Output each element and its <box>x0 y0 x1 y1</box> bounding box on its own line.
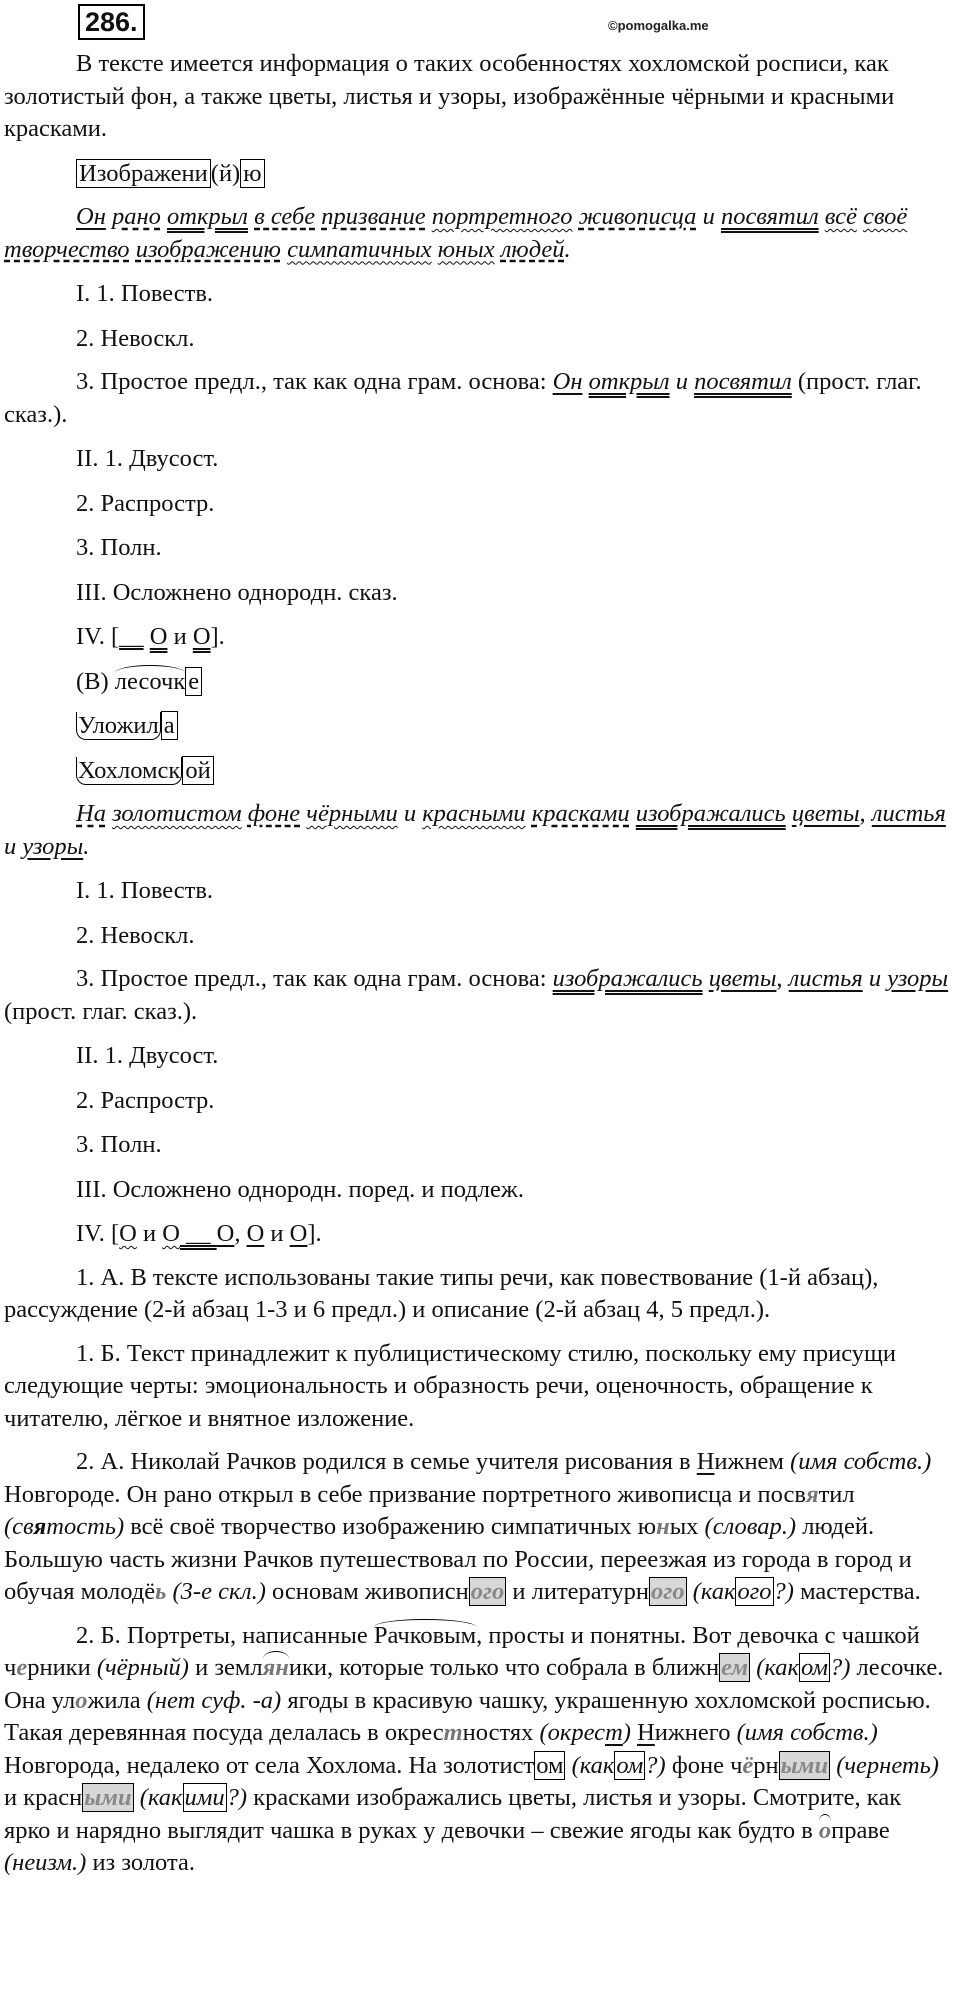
analysis-text: 3. Простое предл., так как одна грам. основа: <box>76 368 553 395</box>
scheme-mod: O <box>162 1220 180 1247</box>
ending-box: ого <box>651 1578 685 1605</box>
ending-box: ом <box>536 1751 564 1779</box>
s2-word: чёрными <box>306 800 398 827</box>
s1-end: . <box>564 235 571 263</box>
text: ики, которые только что собрала в ближн <box>288 1654 720 1681</box>
note: (чёрный) <box>96 1654 189 1681</box>
word-ending: ой <box>182 756 213 785</box>
predicate-word: посвятил <box>694 368 792 395</box>
analysis-line: 3. Простое предл., так как одна грам. основа: изображались цветы, листья и узоры (прост. глаг. сказ.). <box>4 965 949 1025</box>
word-suffix: (й) <box>210 159 241 187</box>
analysis-line: 2. Распростр. <box>76 489 215 517</box>
analysis-text: (прост. глаг. сказ.). <box>4 368 922 428</box>
note: т <box>605 1719 623 1746</box>
orthogram: ян <box>263 1651 289 1681</box>
ending-box: ем <box>721 1654 749 1681</box>
text: 2. Б. Портреты, написанные <box>76 1621 374 1649</box>
text: людей. Большую часть жизни Рачков путешествовал по России, переезжая из города в город и обучая молодё <box>4 1513 912 1605</box>
text: мастерства. <box>793 1578 921 1605</box>
exercise-number: 286. <box>78 4 145 40</box>
task-1b: 1. Б. Текст принадлежит к публицистическому стилю, поскольку ему присущи следующие черты: эмоциональность и образность речи, оценочность, обращение к читателю, лёгкое и внятное изложение. <box>4 1339 897 1432</box>
note: ими <box>184 1784 225 1811</box>
note: (словар.) <box>704 1513 797 1540</box>
note: (нет суф. -а) <box>146 1686 282 1714</box>
note: (3-е скл.) <box>172 1578 266 1605</box>
note: (как <box>692 1578 736 1605</box>
task-2b <box>4 1620 952 1880</box>
scheme-predicate: O <box>192 623 211 650</box>
analysis-line: III. Осложнено однородн. сказ. <box>76 578 398 606</box>
note: ?) <box>773 1578 794 1605</box>
s1-word: рано <box>111 203 161 230</box>
s1-word: портретного <box>431 203 573 230</box>
s2-end: . <box>83 832 90 860</box>
sentence-1 <box>4 201 952 266</box>
s2-word: узоры <box>22 832 84 860</box>
word-stem: Изображени <box>76 159 211 188</box>
s2-word: золотистом <box>112 800 242 827</box>
scheme-subject: O <box>289 1220 308 1247</box>
s1-word: юных <box>437 235 495 263</box>
note: тость) <box>46 1513 125 1540</box>
word-ending: е <box>185 667 202 696</box>
analysis-line: II. 1. Двусост. <box>76 445 219 472</box>
scheme-part: IV. [ <box>76 623 120 650</box>
note: (как <box>139 1784 183 1811</box>
orthogram: о <box>75 1686 88 1714</box>
text: , просты и понятны. Вот девочка с чашкой ч <box>4 1621 920 1681</box>
s1-word: и <box>702 203 715 230</box>
orthogram: я <box>805 1480 819 1508</box>
note: (св <box>4 1513 34 1540</box>
scheme-part: и <box>264 1220 290 1247</box>
morph-parse-2 <box>4 666 952 699</box>
note: (чернеть) <box>836 1751 939 1779</box>
scheme-part: и <box>167 623 193 650</box>
analysis-line: 2. Невоскл. <box>76 921 195 949</box>
analysis-line: II. 1. Двусост. <box>76 1042 219 1069</box>
intro-paragraph: В тексте имеется информация о таких особенностях хохломской росписи, как золотистый фон, а также цветы, листья и узоры, изображённые чёрными и красными красками. <box>4 50 895 142</box>
note: ом <box>616 1751 644 1779</box>
subject-word: цветы <box>708 965 777 992</box>
s2-word: красными <box>422 800 526 827</box>
s1-word: живописца <box>578 203 697 230</box>
s1-word: призвание <box>321 203 426 230</box>
text: ягоды в красивую чашку, украшенную хохломской росписью. Такая деревянная посуда делалась в окрес <box>4 1686 931 1746</box>
s2-word: цветы <box>791 800 860 827</box>
s1-word: открыл <box>167 203 248 230</box>
analysis-line: I. 1. Повеств. <box>76 280 214 307</box>
note: (как <box>571 1751 615 1779</box>
s1-word: Он <box>76 203 106 230</box>
text: праве <box>831 1816 890 1844</box>
scheme-part: , <box>234 1220 247 1247</box>
text: тил <box>818 1480 855 1508</box>
watermark: ©pomogalka.me <box>608 18 709 33</box>
ending-box: ого <box>470 1578 505 1605</box>
s2-word: На <box>76 800 106 827</box>
text: всё своё творчество изображению симпатичных ю <box>124 1513 657 1540</box>
scheme-part: ]. <box>307 1220 322 1247</box>
text: Новгороде. Он рано открыл в себе призвание портретного живописца и посв <box>4 1480 806 1508</box>
word-root: Рачковым <box>374 1619 476 1649</box>
note: ого <box>737 1578 772 1605</box>
scheme-part: ]. <box>210 623 225 650</box>
morph-parse-4 <box>4 755 952 788</box>
conj-word: и <box>868 965 882 992</box>
analysis-line <box>4 366 952 431</box>
note: (имя собств.) <box>736 1719 878 1746</box>
text: ижнем <box>714 1448 791 1475</box>
text: Новгорода, недалеко от села Хохлома. На золотист <box>4 1751 535 1779</box>
orthogram: Н <box>637 1719 655 1746</box>
text: и литературн <box>506 1578 650 1605</box>
analysis-line: 2. Невоскл. <box>76 324 195 352</box>
subject-word: узоры <box>887 965 949 992</box>
word-ending: а <box>161 711 178 740</box>
s1-word: в себе <box>254 203 316 230</box>
ending-box: ыми <box>780 1751 829 1779</box>
note: ом <box>801 1654 828 1681</box>
scheme-subject: O <box>216 1220 235 1247</box>
text: фоне ч <box>665 1751 743 1779</box>
analysis-line: 3. Полн. <box>76 534 162 561</box>
word-root: лесочк <box>115 665 185 695</box>
note: ?) <box>226 1784 248 1811</box>
scheme-part: IV. [ <box>76 1220 120 1247</box>
text: ностях <box>462 1719 540 1746</box>
scheme-mod: O <box>119 1220 137 1247</box>
text: лесочке. Она ул <box>4 1654 944 1714</box>
s1-word: симпатичных <box>287 235 432 263</box>
morph-parse-1 <box>4 158 952 191</box>
preposition: (В) <box>76 667 115 695</box>
scheme-subject: O <box>246 1220 265 1247</box>
subject-word: Он <box>552 368 583 395</box>
orthogram: н <box>656 1513 670 1540</box>
scheme-predicate: O <box>149 623 168 650</box>
analysis-line: I. 1. Повеств. <box>76 877 214 904</box>
text: красками изображались цветы, листья и узоры. Смотрите, как ярко и нарядно выглядит чашка в руках у девочки – свежие ягоды как будто в <box>4 1784 902 1844</box>
text: рн <box>753 1751 779 1779</box>
note: ?) <box>829 1654 851 1681</box>
note: ) <box>622 1719 631 1746</box>
text: из золота. <box>86 1849 195 1876</box>
note: (неизм.) <box>4 1849 87 1876</box>
text: 2. А. Николай Рачков родился в семье учителя рисования в <box>76 1448 697 1475</box>
word-stem: Хохломск <box>78 756 181 784</box>
analysis-line: 2. Распростр. <box>76 1086 215 1114</box>
text: и земл <box>188 1654 263 1681</box>
s2-word: фоне <box>247 800 301 827</box>
orthogram: о <box>819 1814 831 1844</box>
text: ижнего <box>654 1719 737 1746</box>
orthogram: ь <box>155 1578 167 1605</box>
word-stem: Уложил <box>78 712 159 739</box>
subject-word: листья <box>788 965 863 992</box>
note: (имя собств.) <box>790 1448 932 1475</box>
ending-box: ыми <box>84 1784 132 1811</box>
orthogram: Н <box>696 1448 715 1475</box>
note: (окрес <box>539 1719 606 1746</box>
analysis-line: III. Осложнено однородн. поред. и подлеж. <box>76 1175 524 1203</box>
scheme-part: и <box>136 1220 163 1247</box>
scheme-subject: __ <box>119 623 144 650</box>
analysis-text: (прост. глаг. сказ.). <box>4 997 198 1025</box>
s1-word: людей <box>500 235 565 263</box>
s1-word: творчество <box>4 235 130 263</box>
morph-parse-3 <box>4 710 952 743</box>
conj-word: и <box>675 368 688 395</box>
task-1a: 1. А. В тексте использованы такие типы речи, как повествование (1-й абзац), рассуждение (2-й абзац 1-3 и 6 предл.) и описание (2-й абзац 4, 5 предл.). <box>4 1263 879 1323</box>
note: я <box>33 1513 47 1540</box>
s1-word: посвятил <box>720 203 819 230</box>
scheme-predicate: __ <box>179 1220 217 1247</box>
text: жила <box>87 1686 147 1714</box>
orthogram: е <box>16 1654 28 1681</box>
word-ending: ю <box>240 159 264 188</box>
analysis-line: 3. Полн. <box>76 1131 162 1158</box>
task-2a <box>4 1446 952 1609</box>
s2-word: и <box>403 800 417 827</box>
s2-word: изображались <box>635 800 786 827</box>
orthogram: ё <box>742 1751 754 1779</box>
s1-word: своё <box>862 203 908 230</box>
s2-word: и <box>4 832 17 860</box>
text: основам живописн <box>265 1578 469 1605</box>
analysis-text: 3. Простое предл., так как одна грам. основа: <box>76 965 553 992</box>
sentence-2: На золотистом фоне чёрными и красными красками изображались цветы, листья и узоры. <box>4 800 946 860</box>
s2-word: красками <box>531 800 630 827</box>
s2-word: листья <box>871 800 946 827</box>
scheme-line <box>4 1218 952 1251</box>
text: и красн <box>4 1784 83 1811</box>
note: (как <box>756 1654 799 1681</box>
orthogram: т <box>443 1719 463 1746</box>
predicate-word: изображались <box>552 965 703 992</box>
s1-word: всё <box>824 203 857 230</box>
s1-word: изображению <box>135 235 281 263</box>
predicate-word: открыл <box>588 368 670 395</box>
document-body <box>4 48 952 1880</box>
note: ?) <box>645 1751 666 1779</box>
text: ых <box>669 1513 705 1540</box>
text: рники <box>27 1654 97 1681</box>
scheme-line <box>4 621 952 654</box>
